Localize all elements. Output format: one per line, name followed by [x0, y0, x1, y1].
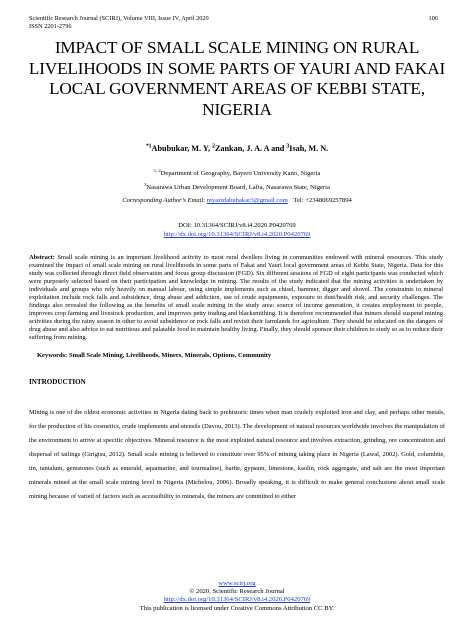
author-sup-1: *1 [145, 143, 152, 150]
affiliation-2-text: Nasarawa Urban Development Board, Lafia, Nasarawa State, Nigeria [146, 184, 330, 191]
author-2: Zankan, J. A. A and [214, 144, 287, 153]
author-line [0, 144, 474, 153]
footer-doi-link[interactable]: http://dx.doi.org/10.31364/SCIRJ/v8.i4.2020.P0420769 [163, 596, 311, 603]
journal-header: Scientific Research Journal (SCIRJ), Volume VIII, Issue IV, April 2020 [29, 15, 209, 22]
introduction-text: Mining is one of the oldest economic activities in Nigeria dating back to prehistoric times when man crudely exploited iron and clay, and perhaps other metals, for the production of his cosmetics, crude implements and utensils (Davou, 2013). The development of natural resources worldwide involves the manipulation of the environment to arrive at specific objectives. Mineral resource is the most exploited natural resource and involves extraction, grinding, ore concentration and dispersal of tailings (Girigisu, 2012). Small scale mining is believed to constitute over 95% of mining taking place in Nigeria (Lawal, 2002). Gold, columbite, tin, tantalum, gemstones (such as emerald, aquamarine, and tourmaline), barite, gypsum, limestone, kaolin, rock aggregate, and salt are the most important minerals mined at the small scale mining level in Nigeria (Michelou, 2006). Broadly speaking, it is difficult to make general conclusions about small scale mining because of varied of factors such as accessibility to minerals, the miners are committed to either [29, 409, 445, 501]
doi-link[interactable]: http://dx.doi.org/10.31364/SCIRJ/v8.i4.2020.P0420769 [163, 231, 311, 238]
footer-doi-line [0, 596, 474, 604]
author-sup-3: 3 [286, 143, 290, 150]
paper-title: IMPACT OF SMALL SCALE MINING ON RURAL LIVELIHOODS IN SOME PARTS OF YAURI AND FAKAI LOCAL GOVERNMENT AREAS OF KEBBI STATE, NIGERIA [28, 38, 446, 119]
footer-site-line [0, 580, 474, 588]
abstract-label: Abstract: [29, 254, 55, 261]
corresponding-phone: Tel: +2348069257894 [293, 197, 352, 204]
corresponding-email-link[interactable]: myazidabubakar3@gmail.com [206, 197, 288, 204]
corresponding-author [0, 197, 474, 205]
footer-site-link[interactable]: www.scirj.org [218, 580, 256, 587]
corresponding-separator: : [203, 197, 207, 204]
doi-text: DOI: 10.31364/SCIRJ/v8.i4.2020.P0420769 [178, 222, 296, 229]
abstract [29, 254, 443, 343]
affiliation-1-text: Department of Geography, Bayero University Kano, Nigeria [160, 170, 321, 177]
author-3: Isah, M. N. [289, 144, 329, 153]
keywords: Keywords: Small Scale Mining, Livelihoods, Miners, Minerals, Options, Community [37, 352, 272, 359]
introduction-heading: INTRODUCTION [29, 378, 86, 386]
corresponding-label: Corresponding Author’s Email [122, 197, 204, 204]
author-sup-2: 2 [212, 143, 215, 150]
abstract-text: Small scale mining is an important livelihood activity to most rural dwellers living in communities endowed with mineral resources. This study examined the impact of small scale mining on rural livelihoods in some parts of Fakai and Yauri local government areas of Kebbi State, Nigeria. Data for this study was collected through direct field observation and focus group discussion (FGD). Six different sessions of FGD of eight participants was conducted which were purposely selected based on their participation and knowledge in mining. The results of the study indicated that the mining activities is undertaken by individuals and groups who rely heavily on manual labour, using simple implements such as chisel, hammer, digger and shovel. The constraints to mineral exploitation include rock falls and subsidence, drug abuse and addiction, use of crude equipments, exposure to dust/health risk, and security challenges. The findings also revealed the following as the benefits of small scale mining in the study area: source of income generation, it creates employment to people, improves crop farming and livestock production, and improves petty trading and blacksmithing. It is therefore recommended that miners should suspend mining activities during the rainy season in other to avoid subsidence or rock falls and revisit their farmlands for agriculture. They should be educated on the dangers of drug abuse and also advice to eat nutritious and palatable food to maintain healthy living. Finally, they should sponsor their children to study so as to reduce their suffering from mining. [29, 254, 443, 342]
footer-copyright: © 2020, Scientific Research Journal [189, 588, 285, 595]
author-1: Abubukar, M. Y, [151, 144, 213, 153]
affiliation-2 [0, 181, 474, 192]
affiliation-1 [0, 167, 474, 178]
doi-link-line [0, 231, 474, 239]
affiliation-1-sup: 1, 2 [153, 167, 161, 173]
footer-license: This publication is licensed under Creative Commons Attribution CC BY. [139, 605, 335, 612]
affiliation-2-sup: 3 [144, 181, 147, 187]
issn-line: ISSN 2201-2796 [29, 23, 72, 30]
page-number: 106 [428, 15, 438, 22]
